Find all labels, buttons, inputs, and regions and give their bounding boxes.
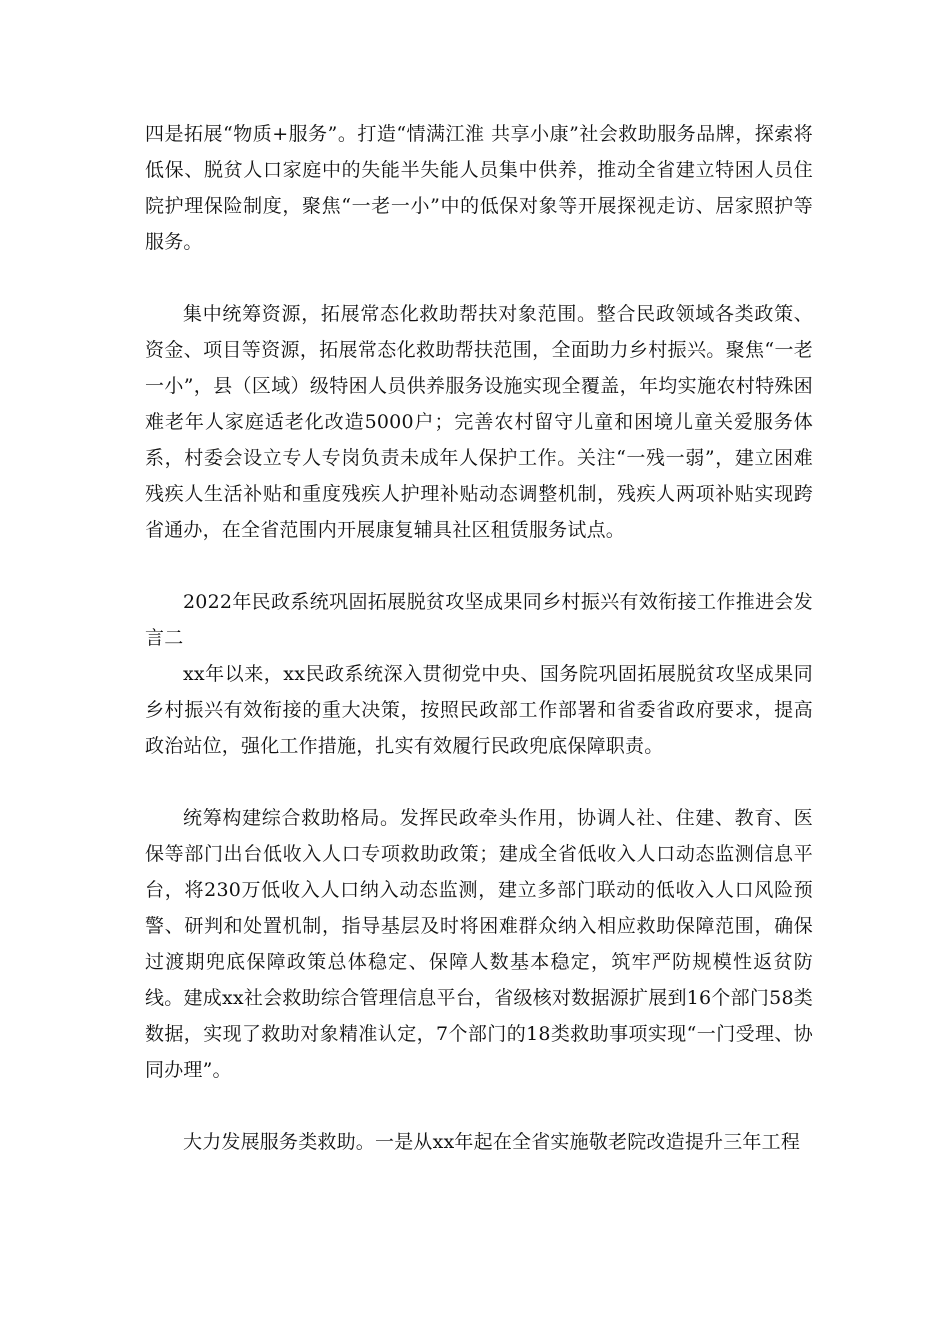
paragraph-resource-integration: 集中统筹资源，拓展常态化救助帮扶对象范围。整合民政领域各类政策、资金、项目等资源，拓展常态化救助帮扶范围，全面助力乡村振兴。聚焦“一老一小”，县（区域）级特困人员供养服务设施实现全覆盖，年均实施农村特殊困难老年人家庭适老化改造5000户；完善农村留守儿童和困境儿童关爱服务体系，村委会设立专人专岗负责未成年人保护工作。关注“一残一弱”，建立困难残疾人生活补贴和重度残疾人护理补贴动态调整机制，残疾人两项补贴实现跨省通办，在全省范围内开展康复辅具社区租赁服务试点。 bbox=[145, 303, 813, 541]
paragraph-comprehensive-assistance: 统筹构建综合救助格局。发挥民政牵头作用，协调人社、住建、教育、医保等部门出台低收入人口专项救助政策；建成全省低收入人口动态监测信息平台，将230万低收入人口纳入动态监测，建立多部门联动的低收入人口风险预警、研判和处置机制，指导基层及时将困难群众纳入相应救助保障范围，确保过渡期兜底保障政策总体稳定、保障人数基本稳定，筑牢严防规模性返贫防线。建成xx社会救助综合管理信息平台，省级核对数据源扩展到16个部门58类数据，实现了救助对象精准认定，7个部门的18类救助事项实现“一门受理、协同办理”。 bbox=[145, 807, 813, 1081]
section-heading: 2022年民政系统巩固拓展脱贫攻坚成果同乡村振兴有效衔接工作推进会发言二 bbox=[145, 591, 813, 649]
paragraph-introduction: xx年以来，xx民政系统深入贯彻党中央、国务院巩固拓展脱贫攻坚成果同乡村振兴有效衔接的重大决策，按照民政部工作部署和省委省政府要求，提高政治站位，强化工作措施，扎实有效履行民政兜底保障职责。 bbox=[145, 663, 813, 757]
paragraph-service-brand: 四是拓展“物质+服务”。打造“情满江淮 共享小康”社会救助服务品牌，探索将低保、脱贫人口家庭中的失能半失能人员集中供养，推动全省建立特困人员住院护理保险制度，聚焦“一老一小”中的低保对象等开展探视走访、居家照护等服务。 bbox=[145, 123, 813, 253]
paragraph-service-assistance: 大力发展服务类救助。一是从xx年起在全省实施敬老院改造提升三年工程 bbox=[183, 1131, 801, 1153]
document-body bbox=[145, 116, 813, 1160]
